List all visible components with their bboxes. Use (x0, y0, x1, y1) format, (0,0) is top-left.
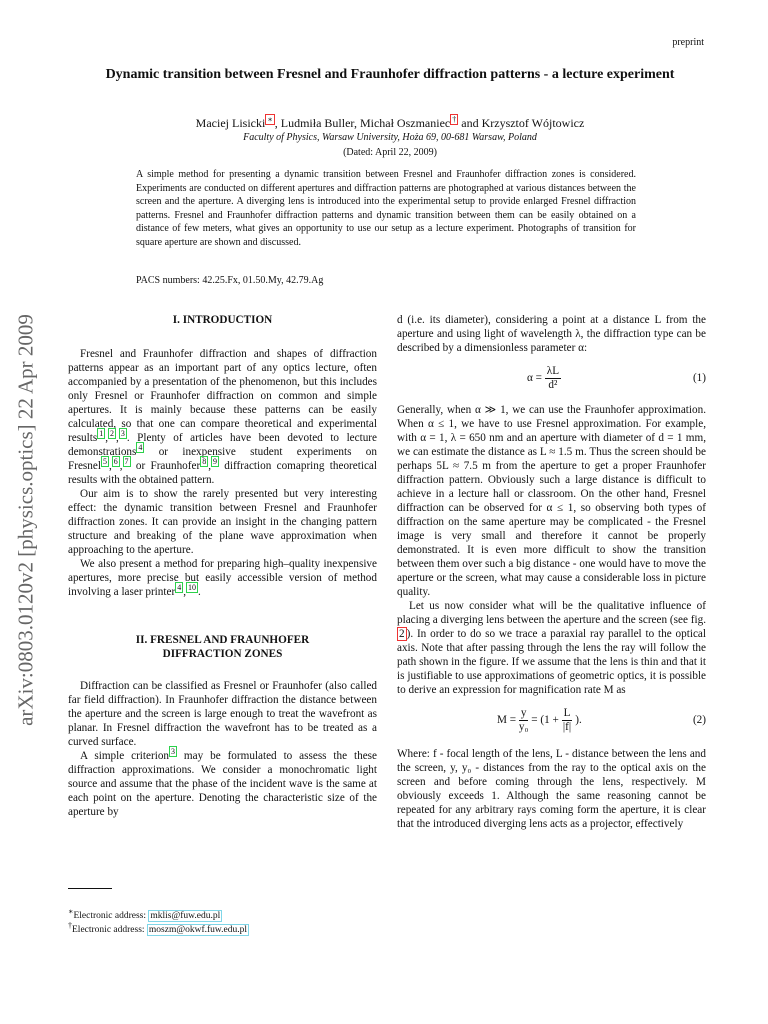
arxiv-identifier[interactable]: arXiv:0803.0120v2 [physics.optics] 22 Apr 2009 (13, 314, 38, 726)
email-link[interactable]: moszm@okwf.fuw.edu.pl (148, 925, 248, 935)
citation-link[interactable]: 10 (187, 583, 196, 593)
footnote: †Electronic address: moszm@okwf.fuw.edu.pl (68, 920, 248, 935)
equation-number: (2) (692, 714, 706, 726)
footnote-link[interactable]: ∗ (267, 115, 273, 124)
citation-link[interactable]: 5 (102, 457, 107, 467)
paragraph: Fresnel and Fraunhofer diffraction and shapes of diffraction patterns appear as an important part of any optics lecture, often accompanied by a presentation of the phenomenon, but this includes only Fresnel or Fraunhofer diffraction on common and simple apertures. It is mainly because these patterns can be easily calculated, so that one can compare theoretical and experimental results $^1$ , $^2$ , $^3$ . Plenty of articles have been devoted to lecture demonstrations $^4$ or inexpensive student experiments on Fresnel $^5$ , $^6$ , $^7$ or Fraunhofer $^8$ , $^9$ diffraction comapring theoretical results with the obtained pattern. (68, 348, 377, 486)
citation-link[interactable]: 4 (138, 443, 143, 453)
citation-link[interactable]: 3 (120, 429, 125, 439)
citation-link[interactable]: 1 (99, 429, 104, 439)
pacs-numbers: PACS numbers: 42.25.Fx, 01.50.My, 42.79.Ag (136, 275, 324, 286)
paragraph: Let us now consider what will be the qualitative influence of placing a diverging lens between the aperture and the screen (see fig. 2 ). In order to do so we trace a paraxial ray parallel to the optical axis. Note that after passing through the lens the ray will follow the path shown in the figure. If we assume that the lens is thin and that it is justifiable to use approximations of geometric optics, it is possible to derive an expression for magnification rate M as (397, 600, 706, 696)
citation-link[interactable]: 3 (171, 747, 176, 757)
paragraph: A simple criterion $^3$ may be formulated to assess the these diffraction approximations. We consider a monochromatic light source and assume that the phase of the incident wave is the same at each point on the aperture. Denoting the characteristic size of the aperture by (68, 747, 378, 818)
paragraph: Diffraction can be classified as Fresnel or Fraunhofer (also called far field diffraction). In Fraunhofer diffraction the distance between the aperture and the screen is large enough to treat the wavefront as planar. In Fresnel diffraction the wavefront has to be treated as a curved surface. (68, 680, 377, 748)
footnote-link[interactable]: † (452, 115, 457, 124)
preprint-label: preprint (672, 37, 704, 48)
equation-2: M = $\frac{y}{\text{y₀}}$ = (1 + $\frac{L}{|f|}$ ). (2) (497, 707, 706, 733)
date-line: (Dated: April 22, 2009) (343, 147, 437, 158)
affiliation: Faculty of Physics, Warsaw University, Hoża 69, 00-681 Warsaw, Poland (243, 132, 537, 143)
citation-link[interactable]: 7 (124, 457, 129, 467)
citation-link[interactable]: 9 (212, 457, 217, 467)
citation-link[interactable]: 6 (113, 457, 118, 467)
arxiv-sidebar (0, 0, 52, 1024)
paragraph: Our aim is to show the rarely presented but very interesting effect: the dynamic transition between Fresnel and Fraunhofer diffraction zones. It can provide an insight in the changing pattern structure and breaking of the plane wave approximation when approaching to the aperture. (68, 488, 377, 556)
abstract: A simple method for presenting a dynamic transition between Fresnel and Fraunhofer diffraction zones is considered. Experiments are conducted on different apertures and diffraction patterns are photographed at various distances between the screen and the aperture. A diverging lens is introduced into the experimental setup to provide enlarged Fresnel diffraction patterns. Fresnel and Fraunhofer diffraction patterns and dynamic transition between them can be easily obtained on a distance of few meters, what gives an opportunity to use our setup as a lecture experiment. Photographs of transition for square aperture are shown and discussed. (136, 169, 636, 248)
equation-1: α = $\frac{\lambda L}{\text{d²}}$ (1) (527, 365, 706, 391)
paragraph: We also present a method for preparing high–quality inexpensive apertures, more precise but easily accessible version of method involving a laser printer $^4$ , $^{10}$ . (68, 558, 377, 598)
left-column (68, 313, 377, 819)
email-link[interactable]: mklis@fuw.edu.pl (150, 911, 221, 921)
section-heading: I. INTRODUCTION (172, 314, 273, 326)
paragraph: d (i.e. its diameter), considering a point at a distance L from the aperture and using light of wavelength λ, the diffraction type can be described by a dimensionless parameter α: (397, 314, 706, 354)
citation-link[interactable]: 2 (110, 429, 115, 439)
figure-link[interactable]: 2 (399, 628, 405, 640)
author-name: Maciej Lisicki (195, 116, 266, 130)
author-list (60, 116, 720, 131)
author-names: , Ludmiła Buller, Michał Oszmaniec (274, 116, 451, 130)
right-column (397, 313, 706, 831)
citation-link[interactable]: 8 (202, 457, 207, 467)
author-name: and Krzysztof Wójtowicz (458, 116, 585, 130)
equation-number: (1) (692, 372, 706, 384)
paper-title: Dynamic transition between Fresnel and Fraunhofer diffraction patterns - a lecture experiment (105, 67, 675, 82)
footnote: ∗Electronic address: mklis@fuw.edu.pl (68, 906, 221, 921)
paragraph: Generally, when α ≫ 1, we can use the Fraunhofer approximation. When α ≤ 1, we have to use Fresnel approximation. For example, with α = 1, λ = 650 nm and an aperture with diameter of d = 1 mm, we can estimate the distance as L ≈ 1.5 m. Thus the screen should be perhaps 5L ≈ 7.5 m from the aperture to get a proper Fraunhofer diffraction pattern. Obviously such a large distance is difficult to achieve in a lecture hall or classroom. On the other hand, Fresnel diffraction can be observed for α ≤ 1, so observing both types of diffraction on the same aperture may be complicated - the Fresnel image is very small and therefore it cannot be properly demonstrated. It is even more difficult to show the transition between them over such a big distance - one would have to move the aperture or the screen, what may cause a considerable loss in picture quality. (397, 404, 706, 598)
section-heading: II. FRESNEL AND FRAUNHOFER DIFFRACTION ZONES (135, 634, 310, 660)
paragraph: Where: f - focal length of the lens, L - distance between the lens and the screen, y, y₀ - distances from the ray to the optical axis on the screen and before coming through the lens, respectively. M obviously exceeds 1. Although the same reasoning cannot be repeated for any arbitrary rays coming form the aperture, it is clear that the introduced diverging lens acts as a projector, effectively (397, 748, 706, 830)
citation-link[interactable]: 4 (177, 583, 182, 593)
footnote-rule (68, 888, 112, 889)
